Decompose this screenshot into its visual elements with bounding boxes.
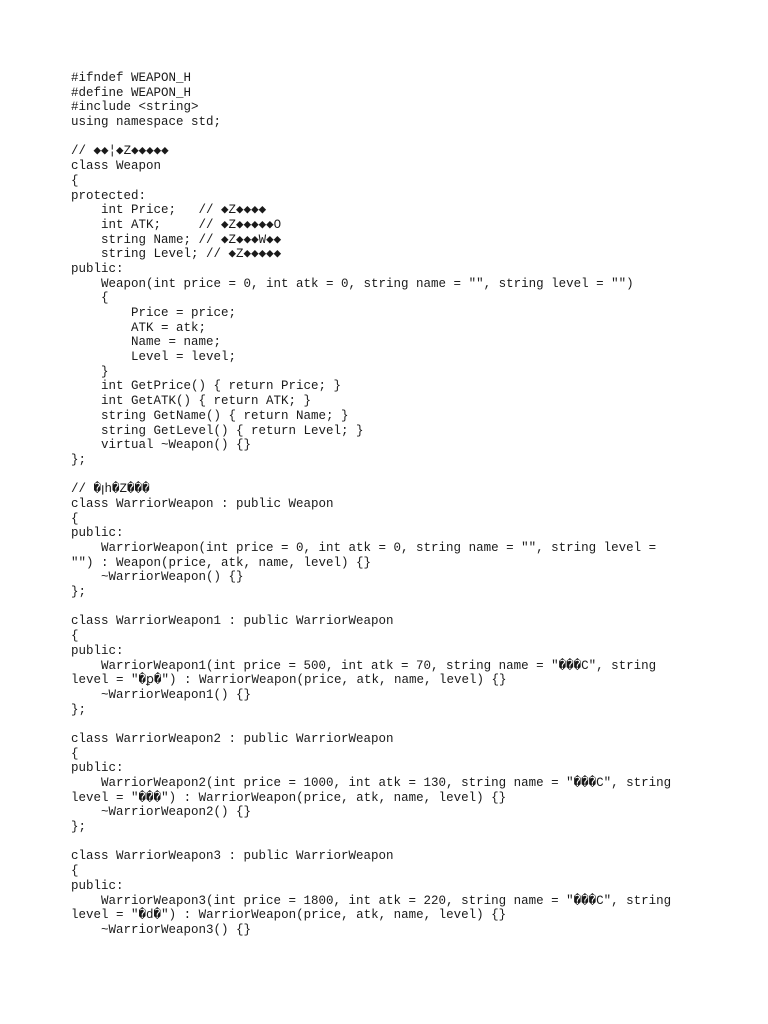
- code-line: ~WarriorWeapon() {}: [71, 570, 244, 585]
- code-line: ~WarriorWeapon3() {}: [71, 922, 252, 937]
- code-line: public:: [71, 643, 124, 658]
- code-line: {: [71, 291, 109, 306]
- code-line: class Weapon: [71, 159, 162, 174]
- code-line: ~WarriorWeapon2() {}: [71, 805, 252, 820]
- code-line: ATK = atk;: [71, 320, 207, 335]
- code-line: {: [71, 173, 79, 188]
- code-line: Price = price;: [71, 306, 237, 320]
- code-line: string GetName() { return Name; }: [71, 408, 349, 423]
- code-line: int ATK; // ◆Z◆◆◆◆◆O: [71, 217, 282, 232]
- code-line: class WarriorWeapon1 : public WarriorWeapon: [71, 614, 394, 629]
- code-line: };: [71, 702, 87, 717]
- code-line: #ifndef WEAPON_H: [71, 71, 192, 85]
- code-line: };: [71, 585, 87, 600]
- code-line: virtual ~Weapon() {}: [71, 438, 252, 453]
- code-line: string Name; // ◆Z◆◆◆W◆◆: [71, 232, 282, 247]
- code-line: string Level; // ◆Z◆◆◆◆◆: [71, 247, 282, 262]
- code-line: int GetATK() { return ATK; }: [71, 394, 312, 409]
- code-line: };: [71, 820, 87, 835]
- code-line: };: [71, 452, 87, 467]
- code-line: #include <string>: [71, 100, 199, 115]
- code-line: int Price; // ◆Z◆◆◆◆: [71, 203, 267, 218]
- code-line: {: [71, 864, 79, 879]
- code-line: Name = name;: [71, 335, 222, 350]
- code-line: [71, 600, 711, 615]
- code-line: class WarriorWeapon : public Weapon: [71, 496, 334, 511]
- code-line: {: [71, 746, 79, 761]
- code-line: WarriorWeapon3(int price = 1800, int atk = 220, string name = "���C", string: [71, 893, 672, 908]
- code-line: {: [71, 629, 79, 644]
- code-line: public:: [71, 261, 124, 276]
- code-line: public:: [71, 761, 124, 776]
- code-line: using namespace std;: [71, 115, 222, 130]
- code-line: [71, 130, 711, 145]
- code-line: // �ꞁh�Z���: [71, 482, 150, 497]
- code-listing: [71, 71, 711, 938]
- code-line: public:: [71, 878, 124, 893]
- code-line: [71, 468, 711, 483]
- code-line: ~WarriorWeapon1() {}: [71, 687, 252, 702]
- code-line: // ◆◆¦◆Z◆◆◆◆◆: [71, 144, 169, 159]
- code-line: "") : Weapon(price, atk, name, level) {}: [71, 555, 372, 570]
- code-line: {: [71, 511, 79, 526]
- code-line: Weapon(int price = 0, int atk = 0, string name = "", string level = ""): [71, 276, 634, 291]
- code-line: class WarriorWeapon3 : public WarriorWeapon: [71, 849, 394, 864]
- code-line: level = "���") : WarriorWeapon(price, atk, name, level) {}: [71, 790, 507, 805]
- code-line: Level = level;: [71, 350, 237, 365]
- code-line: WarriorWeapon1(int price = 500, int atk = 70, string name = "���C", string: [71, 658, 657, 673]
- code-line: protected:: [71, 188, 147, 203]
- code-line: }: [71, 364, 109, 379]
- code-line: public:: [71, 526, 124, 541]
- code-line: [71, 717, 711, 732]
- code-line: WarriorWeapon(int price = 0, int atk = 0, string name = "", string level =: [71, 541, 657, 555]
- code-line: WarriorWeapon2(int price = 1000, int atk = 130, string name = "���C", string: [71, 776, 672, 790]
- code-line: class WarriorWeapon2 : public WarriorWeapon: [71, 731, 394, 746]
- code-line: [71, 835, 711, 850]
- code-line: level = "�d�") : WarriorWeapon(price, atk, name, level) {}: [71, 908, 507, 923]
- code-line: string GetLevel() { return Level; }: [71, 423, 364, 438]
- code-line: int GetPrice() { return Price; }: [71, 379, 342, 394]
- code-line: level = "�ꝑ�") : WarriorWeapon(price, atk, name, level) {}: [71, 673, 507, 688]
- code-line: #define WEAPON_H: [71, 85, 192, 100]
